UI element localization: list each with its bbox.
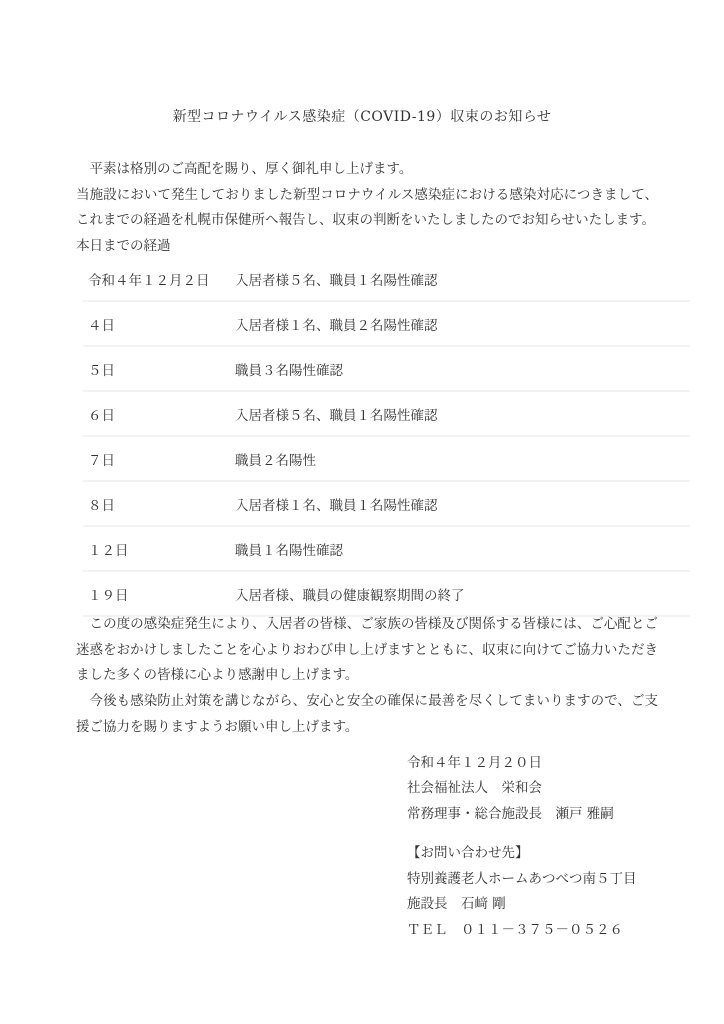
timeline-event: 入居者様５名、職員１名陽性確認 xyxy=(235,407,438,424)
apology-paragraph: この度の感染症発生により、入居者の皆様、ご家族の皆様及び関係する皆様には、ご心配とご迷惑をおかけしましたことを心よりおわび申し上げますとともに、収束に向けてご協力いただきました多くの皆様に心より感謝申し上げます。 xyxy=(76,616,658,684)
timeline-heading: 本日までの経過 xyxy=(76,237,171,254)
contact-heading: 【お問い合わせ先】 xyxy=(407,845,529,861)
timeline-row xyxy=(83,527,690,572)
timeline-event: 職員１名陽性確認 xyxy=(235,542,343,559)
timeline-row xyxy=(83,572,690,617)
timeline-row xyxy=(83,437,690,482)
intro-section xyxy=(76,157,658,259)
signature-representative: 常務理事・総合施設長 瀬戸 雅嗣 xyxy=(407,805,614,822)
timeline-row xyxy=(83,257,690,302)
contact-facility: 特別養護老人ホームあつべつ南５丁目 xyxy=(407,870,637,887)
timeline-date: ５日 xyxy=(88,362,115,379)
timeline-date: ８日 xyxy=(88,497,115,514)
timeline-date: 令和４年１２月２日 xyxy=(88,272,210,289)
timeline-row xyxy=(83,302,690,347)
signature-organization: 社会福祉法人 栄和会 xyxy=(407,780,542,797)
timeline-event: 入居者様５名、職員１名陽性確認 xyxy=(235,272,438,289)
timeline xyxy=(83,257,690,617)
contact-tel: ＴＥＬ ０１１－３７５－０５２６ xyxy=(407,921,623,938)
closing-section xyxy=(76,612,658,741)
timeline-date: １９日 xyxy=(88,587,129,604)
timeline-event: 職員３名陽性確認 xyxy=(235,362,343,379)
timeline-date: ４日 xyxy=(88,317,115,334)
announcement-paragraph: 当施設において発生しておりました新型コロナウイルス感染症における感染対応につきまして、これまでの経過を札幌市保健所へ報告し、収束の判断をいたしましたのでお知らせいたします。 xyxy=(76,186,658,228)
timeline-event: 職員２名陽性 xyxy=(235,452,316,469)
timeline-row xyxy=(83,482,690,527)
timeline-date: ６日 xyxy=(88,407,115,424)
timeline-event: 入居者様１名、職員２名陽性確認 xyxy=(235,317,438,334)
timeline-date: ７日 xyxy=(88,452,115,469)
greeting-paragraph: 平素は格別のご高配を賜り、厚く御礼申し上げます。 xyxy=(76,161,413,177)
timeline-row xyxy=(83,392,690,437)
timeline-event: 入居者様、職員の健康観察期間の終了 xyxy=(235,587,465,604)
commitment-paragraph: 今後も感染防止対策を講じながら、安心と安全の確保に最善を尽くしてまいりますので、ご支援ご協力を賜りますようお願い申し上げます。 xyxy=(76,693,658,735)
contact-block xyxy=(407,841,637,943)
timeline-date: １２日 xyxy=(88,542,129,559)
contact-director: 施設長 石﨑 剛 xyxy=(407,896,506,912)
timeline-event: 入居者様１名、職員１名陽性確認 xyxy=(235,497,438,514)
signature-date: 令和４年１２月２０日 xyxy=(407,755,542,771)
timeline-row xyxy=(83,347,690,392)
document-title: 新型コロナウイルス感染症（COVID-19）収束のお知らせ xyxy=(172,109,552,125)
signature-block xyxy=(407,751,614,827)
